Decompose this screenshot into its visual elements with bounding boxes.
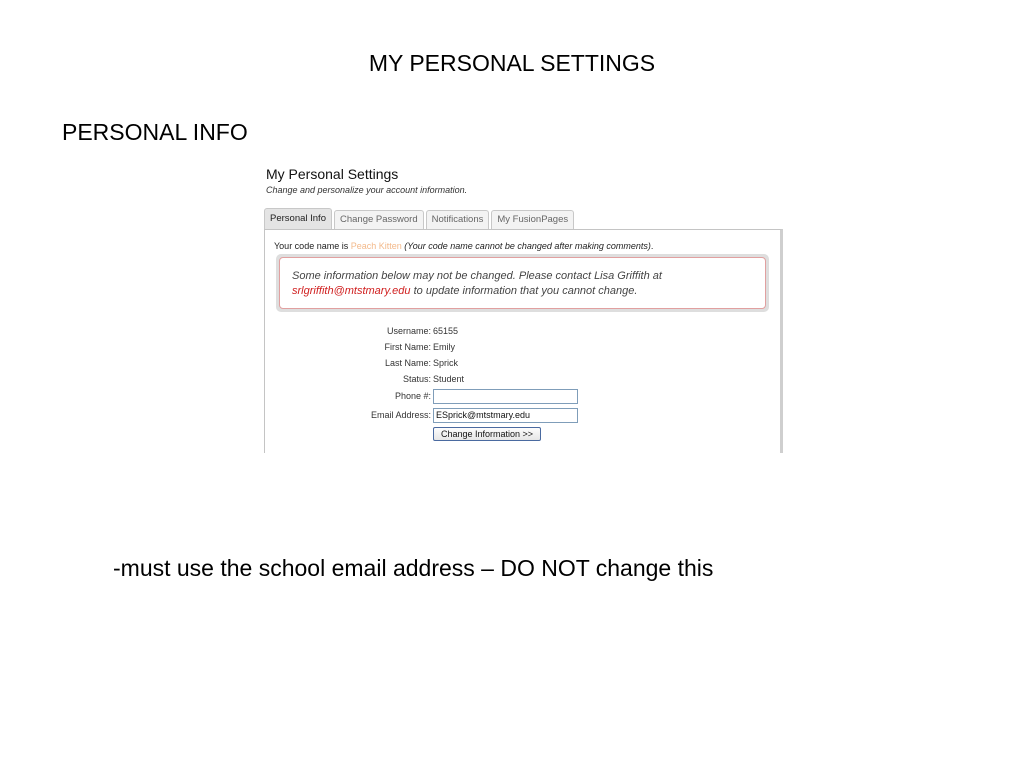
- last-name-row: [265, 356, 780, 372]
- code-name-note: (Your code name cannot be changed after making comments): [401, 241, 651, 251]
- email-label: Email Address:: [370, 410, 431, 420]
- tab-personal-info[interactable]: Personal Info: [264, 208, 332, 229]
- username-row: [265, 324, 780, 340]
- code-name-value: Peach Kitten: [350, 241, 402, 251]
- code-name-suffix: .: [650, 241, 654, 251]
- settings-screenshot: [262, 160, 786, 453]
- notice-line-2: to update information that you cannot change.: [410, 285, 638, 297]
- username-value: 65155: [433, 326, 459, 336]
- first-name-row: [265, 340, 780, 356]
- contact-email-link[interactable]: srlgriffith@mtstmary.edu: [292, 285, 411, 297]
- last-name-value: Sprick: [433, 358, 459, 368]
- last-name-label: Last Name:: [384, 358, 431, 368]
- tab-change-password[interactable]: Change Password: [334, 210, 424, 229]
- phone-row: [265, 389, 780, 405]
- settings-tabs: [264, 208, 576, 229]
- first-name-label: First Name:: [384, 342, 431, 352]
- tab-notifications[interactable]: Notifications: [426, 210, 490, 229]
- section-heading: PERSONAL INFO: [62, 119, 248, 145]
- phone-label: Phone #:: [394, 391, 431, 401]
- phone-input[interactable]: [433, 389, 578, 404]
- tab-my-fusionpages[interactable]: My FusionPages: [491, 210, 574, 229]
- submit-row: [265, 427, 780, 443]
- status-value: Student: [433, 374, 465, 384]
- email-input[interactable]: [433, 408, 578, 423]
- email-row: [265, 408, 780, 424]
- settings-title: My Personal Settings: [266, 166, 399, 182]
- personal-info-panel: [264, 229, 783, 453]
- first-name-value: Emily: [433, 342, 455, 352]
- footnote: -must use the school email address – DO NOT change this: [113, 555, 714, 581]
- code-name-prefix: Your code name is: [274, 241, 351, 251]
- notice-inner: [279, 257, 766, 309]
- slide-title: MY PERSONAL SETTINGS: [368, 50, 656, 76]
- status-label: Status:: [402, 374, 431, 384]
- change-information-button[interactable]: Change Information >>: [433, 427, 541, 441]
- notice-line-1: Some information below may not be changed. Please contact Lisa Griffith at: [292, 270, 662, 282]
- username-label: Username:: [386, 326, 431, 336]
- status-row: [265, 372, 780, 388]
- notice-text: [292, 269, 662, 299]
- settings-subtitle: Change and personalize your account information.: [266, 185, 468, 195]
- code-name-line: [274, 241, 653, 251]
- notice-box: [276, 254, 769, 312]
